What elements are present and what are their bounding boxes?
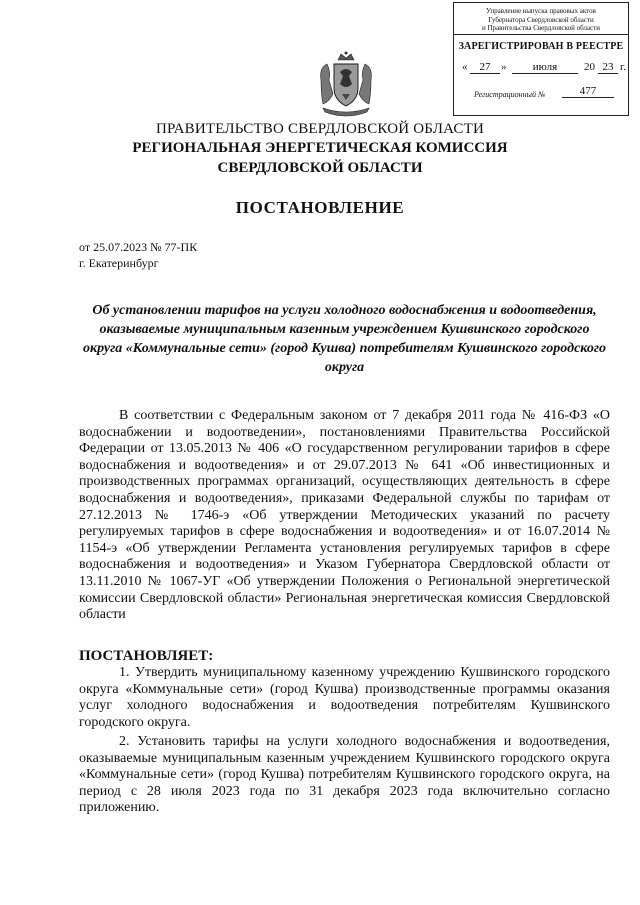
document-type-title: ПОСТАНОВЛЕНИЕ bbox=[235, 198, 405, 217]
decree-heading: ПОСТАНОВЛЯЕТ: bbox=[79, 648, 214, 664]
coat-of-arms-icon bbox=[311, 50, 381, 120]
org-name-line-1: ПРАВИТЕЛЬСТВО СВЕРДЛОВСКОЙ ОБЛАСТИ bbox=[155, 121, 485, 137]
stamp-registered-label: ЗАРЕГИСТРИРОВАН В РЕЕСТРЕ bbox=[458, 41, 624, 52]
decree-item-2: 2. Установить тарифы на услуги холодного водоснабжения и водоотведения, оказываемые муниципальным казенным учреждением Кушвинского городского округа «Коммунальные сети» (город Кушва) потребителям Кушвинского городского округа, на период с 28 июля 2023 года по 31 декабря 2023 года включительно согласно приложению. bbox=[79, 734, 610, 816]
preamble-paragraph: В соответствии с Федеральным законом от 7 декабря 2011 года № 416-ФЗ «О водоснабжении и водоотведении», постановлениями Правительства Российской Федерации от 13.05.2013 № 406 «О государственном регулировании тарифов в сфере водоснабжения и водоотведения» и от 29.07.2013 № 641 «Об инвестиционных и производственных программах организаций, осуществляющих деятельность в сфере водоснабжения и водоотведения», приказами Федеральной службы по тарифам от 27.12.2013 № 1746-э «Об утверждении Методических указаний по расчету регулируемых тарифов в сфере водоснабжения и водоотведения» и от 16.07.2014 № 1154-э «Об утверждении Регламента установления регулируемых тарифов в сфере водоснабжения и водоотведения» и Указом Губернатора Свердловской области от 13.11.2010 № 1067-УГ «Об утверждении Положения о Региональной энергетической комиссии Свердловской области» Региональная энергетическая комиссия Свердловской области bbox=[79, 408, 610, 623]
stamp-registration-number bbox=[474, 87, 622, 101]
document-date-number: от 25.07.2023 № 77-ПК bbox=[79, 240, 198, 254]
stamp-month: июля bbox=[512, 61, 578, 74]
stamp-year-suffix: 23 bbox=[598, 61, 618, 74]
stamp-year-unit: г. bbox=[620, 61, 627, 73]
stamp-day: 27 bbox=[470, 61, 500, 74]
stamp-reg-number: 477 bbox=[562, 85, 614, 98]
stamp-close-quote: » bbox=[501, 61, 507, 73]
stamp-header bbox=[454, 3, 628, 35]
org-name-line-3: СВЕРДЛОВСКОЙ ОБЛАСТИ bbox=[217, 160, 423, 176]
stamp-year-prefix: 20 bbox=[584, 61, 595, 73]
stamp-open-quote: « bbox=[462, 61, 468, 73]
stamp-date bbox=[462, 61, 627, 75]
document-subject: Об установлении тарифов на услуги холодного водоснабжения и водоотведения, оказываемые муниципальным казенным учреждением Кушвинского городского округа «Коммунальные сети» (город Кушва) потребителям Кушвинского городского округа bbox=[82, 303, 607, 375]
document-city: г. Екатеринбург bbox=[79, 256, 159, 270]
stamp-header-line: Губернатора Свердловской области bbox=[488, 15, 594, 24]
stamp-reg-label: Регистрационный № bbox=[474, 90, 546, 99]
org-name-line-2: РЕГИОНАЛЬНАЯ ЭНЕРГЕТИЧЕСКАЯ КОМИССИЯ bbox=[132, 140, 508, 156]
decree-item-1: 1. Утвердить муниципальному казенному учреждению Кушвинского городского округа «Коммунальные сети» (город Кушва) производственные программы оказания услуг холодного водоснабжения и водоотведения потребителям Кушвинского городского округа. bbox=[79, 665, 610, 730]
stamp-header-line: и Правительства Свердловской области bbox=[481, 24, 601, 32]
stamp-header-line: Управление выпуска правовых актов bbox=[486, 7, 596, 15]
registration-stamp bbox=[453, 2, 629, 116]
